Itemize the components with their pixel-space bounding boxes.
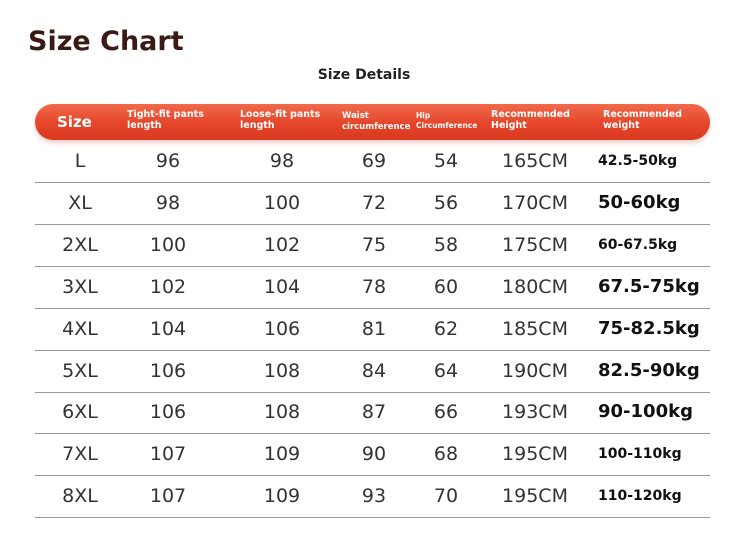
cell-tight: 100 <box>149 233 187 256</box>
cell-size: 3XL <box>62 275 98 298</box>
cell-hip: 68 <box>433 443 459 466</box>
header-hip <box>416 111 477 131</box>
table-row <box>35 392 710 434</box>
cell-size: 4XL <box>62 317 98 340</box>
cell-loose: 106 <box>263 317 301 340</box>
cell-hip: 58 <box>433 233 459 256</box>
cell-size: 5XL <box>62 359 98 382</box>
header-height-line2: Height <box>491 120 527 131</box>
header-tight-fit-length <box>127 109 204 131</box>
header-hip-line2: Circumference <box>416 121 478 130</box>
cell-height: 180CM <box>502 275 568 298</box>
cell-hip: 56 <box>433 191 459 214</box>
header-tight-line2: length <box>127 120 162 131</box>
cell-loose: 108 <box>263 359 301 382</box>
cell-size: 2XL <box>62 233 98 256</box>
cell-height: 165CM <box>502 150 568 172</box>
cell-tight: 96 <box>155 150 181 172</box>
table-row <box>35 434 710 476</box>
cell-loose: 102 <box>263 233 301 256</box>
cell-weight: 82.5-90kg <box>598 359 700 381</box>
cell-waist: 81 <box>361 317 387 340</box>
cell-height: 190CM <box>502 359 568 382</box>
cell-loose: 98 <box>269 150 295 172</box>
cell-tight: 107 <box>149 443 187 466</box>
cell-waist: 75 <box>361 233 387 256</box>
cell-tight: 107 <box>149 485 187 508</box>
cell-hip: 64 <box>433 359 459 382</box>
header-loose-line2: length <box>240 120 275 131</box>
cell-tight: 102 <box>149 275 187 298</box>
cell-size: L <box>74 150 86 172</box>
cell-waist: 90 <box>361 443 387 466</box>
cell-size: XL <box>68 191 92 214</box>
table-row <box>35 225 710 267</box>
cell-weight: 100-110kg <box>598 446 682 463</box>
table-row <box>35 267 710 309</box>
cell-waist: 78 <box>361 275 387 298</box>
cell-loose: 108 <box>263 401 301 424</box>
table-subtitle: Size Details <box>317 67 411 83</box>
cell-hip: 66 <box>433 401 459 424</box>
cell-hip: 54 <box>433 150 459 172</box>
cell-weight: 60-67.5kg <box>598 236 678 253</box>
cell-weight: 75-82.5kg <box>598 317 700 339</box>
cell-weight: 90-100kg <box>598 401 693 423</box>
cell-waist: 72 <box>361 191 387 214</box>
table-row <box>35 351 710 393</box>
header-weight-line1: Recommended <box>603 109 682 120</box>
header-size: Size <box>57 113 92 131</box>
cell-height: 185CM <box>502 317 568 340</box>
cell-height: 195CM <box>502 443 568 466</box>
cell-hip: 60 <box>433 275 459 298</box>
cell-tight: 106 <box>149 359 187 382</box>
cell-loose: 100 <box>263 191 301 214</box>
header-hip-line1: Hip <box>416 111 431 120</box>
header-waist <box>342 111 410 133</box>
table-row <box>35 476 710 518</box>
header-waist-line2: circumference <box>342 122 411 132</box>
page-title: Size Chart <box>28 26 184 57</box>
cell-waist: 69 <box>361 150 387 172</box>
header-loose-line1: Loose-fit pants <box>240 109 321 120</box>
cell-hip: 62 <box>433 317 459 340</box>
cell-height: 175CM <box>502 233 568 256</box>
cell-loose: 109 <box>263 443 301 466</box>
cell-tight: 98 <box>155 191 181 214</box>
cell-size: 7XL <box>62 443 98 466</box>
table-row <box>35 309 710 351</box>
cell-loose: 109 <box>263 485 301 508</box>
table-header <box>35 104 710 140</box>
header-loose-fit-length <box>240 109 320 131</box>
header-waist-line1: Waist <box>342 111 369 121</box>
header-weight-line2: weight <box>603 120 640 131</box>
cell-weight: 110-120kg <box>598 488 682 505</box>
row-divider <box>35 517 710 518</box>
header-height-line1: Recommended <box>491 109 570 120</box>
cell-tight: 106 <box>149 401 187 424</box>
cell-size: 8XL <box>62 485 98 508</box>
cell-weight: 50-60kg <box>598 191 681 213</box>
cell-weight: 67.5-75kg <box>598 275 700 297</box>
cell-height: 170CM <box>502 191 568 214</box>
cell-size: 6XL <box>62 401 98 424</box>
cell-hip: 70 <box>433 485 459 508</box>
cell-waist: 93 <box>361 485 387 508</box>
cell-tight: 104 <box>149 317 187 340</box>
cell-height: 193CM <box>502 401 568 424</box>
cell-waist: 87 <box>361 401 387 424</box>
header-weight <box>603 109 682 131</box>
cell-waist: 84 <box>361 359 387 382</box>
cell-height: 195CM <box>502 485 568 508</box>
cell-loose: 104 <box>263 275 301 298</box>
header-height <box>491 109 570 131</box>
table-row <box>35 141 710 183</box>
cell-weight: 42.5-50kg <box>598 153 678 169</box>
table-row <box>35 183 710 225</box>
header-tight-line1: Tight-fit pants <box>127 109 204 120</box>
